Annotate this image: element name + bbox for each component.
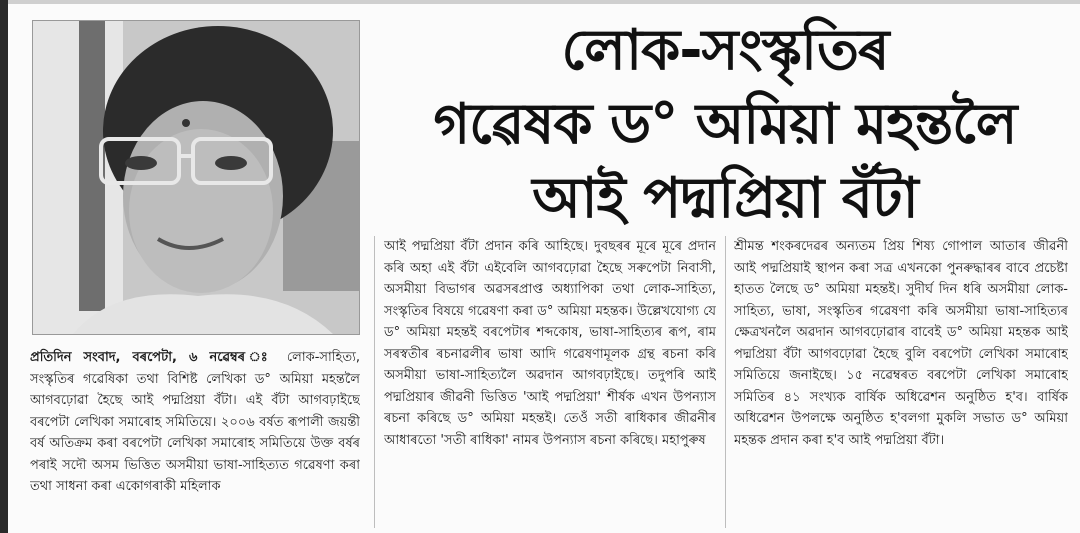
headline-line-2: গৱেষক ড° অমিয়া মহন্তলৈ	[433, 92, 1017, 157]
article-text-1: লোক-সাহিত্য, সংস্কৃতিৰ গৱেষিকা তথা বিশিষ্ট লেখিকা ড° অমিয়া মহন্তলৈ আগবঢ়োৱা হৈছে আই পদ্মপ্ৰিয়া বঁটা। এই বঁটা আগবঢ়াইছে বৰপেটা লেখিকা সমাৰোহ সমিতিয়ে। ২০০৬ বৰ্ষত ৰূপালী জয়ন্তী বৰ্ষ অতিক্ৰম কৰা বৰপেটা লেখিকা সমাৰোহ সমিতিয়ে উক্ত বৰ্ষৰ পৰাই সদৌ অসম ভিত্তিত অসমীয়া ভাষা-সাহিত্যত গৱেষণা কৰা তথা সাধনা কৰা একোগৰাকী মহিলাক	[30, 350, 360, 494]
article-text-3: শ্ৰীমন্ত শংকৰদেৱৰ অন্যতম প্ৰিয় শিষ্য গোপাল আতাৰ জীৱনী আই পদ্মপ্ৰিয়াই স্থাপন কৰা সত্ৰ এখনকো পুনৰুদ্ধাৰৰ বাবে প্ৰচেষ্টা হাতত লৈছে ড° অমিয়া মহন্তই। সুদীৰ্ঘ দিন ধৰি অসমীয়া লোক-সাহিত্য, ভাষা, সংস্কৃতিৰ গৱেষণা কৰি অসমীয়া ভাষা-সাহিত্যৰ ক্ষেত্ৰখনলৈ অৱদান আগবঢ়োৱাৰ বাবেই ড° অমিয়া মহন্তক আই পদ্মপ্ৰিয়া বঁটা আগবঢ়োৱা হৈছে বুলি বৰপেটা লেখিকা সমাৰোহ সমিতিয়ে জনাইছে। ১৫ নৱেম্বৰত বৰপেটা লেখিকা সমাৰোহ সমিতিৰ ৪১ সংখ্যক বাৰ্ষিক অধিৱেশন অনুষ্ঠিত হ'ব। বাৰ্ষিক অধিৱেশন উপলক্ষে অনুষ্ঠিত হ'বলগা মুকলি সভাত ড° অমিয়া মহন্তক প্ৰদান কৰা হ'ব আই পদ্মপ্ৰিয়া বঁটা।	[734, 239, 1068, 448]
headline-line-1: লোক-সংস্কৃতিৰ	[561, 18, 889, 83]
article-text-2: আই পদ্মপ্ৰিয়া বঁটা প্ৰদান কৰি আহিছে। দুবছৰৰ মূৰে মূৰে প্ৰদান কৰি অহা এই বঁটা এইবেলি আগবঢ়োৱা হৈছে সৰুপেটা নিবাসী, অসমীয়া বিভাগৰ অৱসৰপ্ৰাপ্ত অধ্যাপিকা তথা লোক-সাহিত্য, সংস্কৃতিৰ বিষয়ে গৱেষণা কৰা ড° অমিয়া মহন্তক। উল্লেখযোগ্য যে ড° অমিয়া মহন্তই বৰপেটাৰ শব্দকোষ, ভাষা-সাহিত্যৰ ৰূপ, ৰাম সৰস্বতীৰ ৰচনাৱলীৰ ভাষা আদি গৱেষণামূলক গ্ৰন্থ ৰচনা কৰি অসমীয়া ভাষা-সাহিত্যলৈ অৱদান আগবঢ়াইছে। তদুপৰি আই পদ্মপ্ৰিয়াৰ জীৱনী ভিত্তিত 'আই পদ্মপ্ৰিয়া' শীৰ্ষক এখন উপন্যাস ৰচনা কৰিছে ড° অমিয়া মহন্তই। তেওঁ সতী ৰাধিকাৰ জীৱনীৰ আধাৰতো 'সতী ৰাধিকা' নামৰ উপন্যাস ৰচনা কৰিছে। মহাপুৰুষ	[384, 239, 716, 448]
article-column-3	[734, 236, 1068, 533]
page-top-rule	[8, 0, 1080, 4]
column-divider	[725, 236, 726, 528]
dateline: প্ৰতিদিন সংবাদ, বৰপেটা, ৬ নৱেম্বৰ ঃ	[30, 350, 276, 365]
portrait-photo-icon	[33, 21, 359, 334]
article-column-2	[384, 236, 716, 533]
column-divider	[374, 236, 375, 528]
headline	[380, 14, 1070, 236]
article-paragraph-1	[30, 347, 360, 498]
headline-line-3: আই পদ্মপ্ৰিয়া বঁটা	[532, 166, 918, 231]
page-left-edge	[0, 0, 8, 533]
article-column-1	[30, 347, 360, 533]
portrait-photo	[32, 20, 360, 335]
